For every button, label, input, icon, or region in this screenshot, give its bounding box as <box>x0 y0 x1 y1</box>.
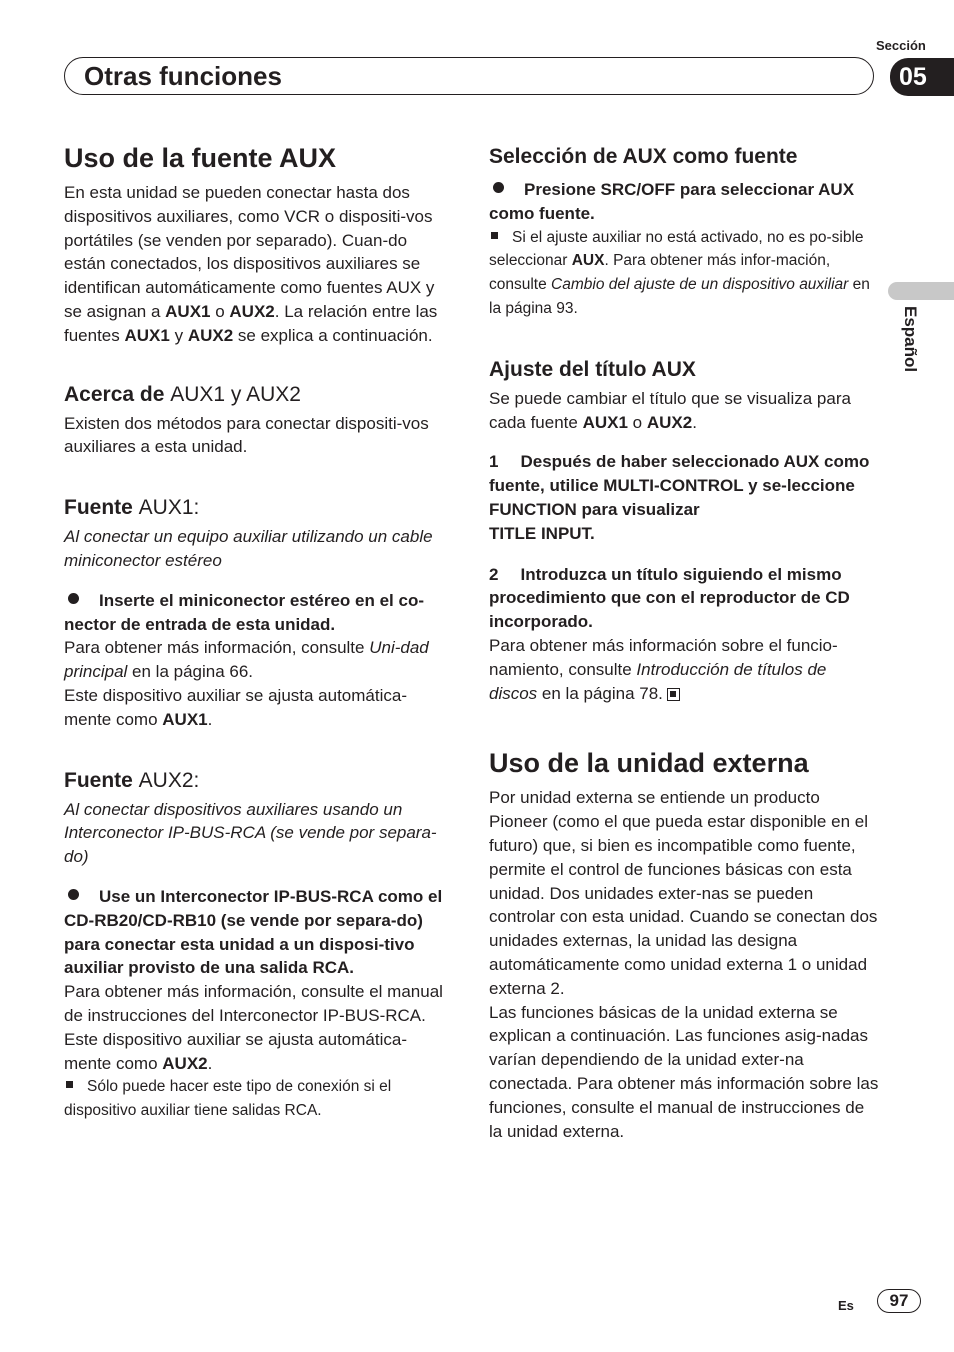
heading-fuente-aux1: Fuente AUX1: <box>64 496 200 520</box>
end-of-section-icon <box>667 688 680 701</box>
fuente1-subtitle: Al conectar un equipo auxiliar utilizando un cable miniconector estéreo <box>64 527 433 570</box>
step2-more-info: Para obtener más información sobre el funcio-namiento, consulte Introducción de títulos de discos en la página 78. <box>489 635 838 703</box>
section-label: Sección <box>876 38 926 53</box>
heading-unidad-externa: Uso de la unidad externa <box>489 748 809 779</box>
seleccion-step: Presione SRC/OFF para seleccionar AUX como fuente. <box>489 180 855 223</box>
bullet-icon <box>493 182 504 193</box>
footer-language-code: Es <box>838 1298 854 1313</box>
right-column <box>489 144 879 1143</box>
language-label: Español <box>901 306 920 373</box>
heading-fuente-aux2: Fuente AUX2: <box>64 768 200 792</box>
left-column <box>64 142 452 1123</box>
intro-paragraph: En esta unidad se pueden conectar hasta dos dispositivos auxiliares, como VCR o dispositi-vos portátiles (se venden por separado). Cuan-do están conectados, los dispositivos auxiliares se identifican automáticamente como fuentes AUX y se asignan a AUX1 o AUX2. La relación entre las fuentes AUX1 y AUX2 se explica a continuación. <box>64 183 438 345</box>
fuente2-subtitle: Al conectar dispositivos auxiliares usando un Interconector IP-BUS-RCA (se vende por separa-do) <box>64 799 437 867</box>
section-number-badge: 05 <box>890 58 954 96</box>
externa-paragraph-2: Las funciones básicas de la unidad externa se explican a continuación. Las funciones asig-nadas varían dependiendo de la unidad exter-na conectada. Para obtener más información sobre las funciones, consulte el manual de instrucciones de la unidad externa. <box>489 1002 879 1141</box>
step-1: 1 Después de haber seleccionado AUX como fuente, utilice MULTI-CONTROL y se-leccione FUNCTION para visualizar TITLE INPUT. <box>489 452 870 543</box>
language-tab <box>888 282 954 300</box>
bullet-icon <box>68 593 79 604</box>
fuente1-step: Inserte el miniconector estéreo en el co-nector de entrada de esta unidad. <box>64 590 425 634</box>
seleccion-note: Si el ajuste auxiliar no está activado, no es po-sible seleccionar AUX. Para obtener más infor-mación, consulte Cambio del ajuste de un dispositivo auxiliar en la página 93. <box>489 228 870 317</box>
page-number: 97 <box>877 1289 921 1313</box>
fuente1-auto: Este dispositivo auxiliar se ajusta automática-mente como AUX1. <box>64 685 407 729</box>
ajuste-paragraph: Se puede cambiar el título que se visualiza para cada fuente AUX1 o AUX2. <box>489 388 851 432</box>
fuente2-step: Use un Interconector IP-BUS-RCA como el CD-RB20/CD-RB10 (se vende por separa-do) para conectar esta unidad a un disposi-tivo auxiliar provisto de una salida RCA. <box>64 886 443 978</box>
chapter-title: Otras funciones <box>84 61 282 91</box>
step-2: 2 Introduzca un título siguiendo el mismo procedimiento que con el reproductor de CD incorporado. <box>489 564 850 632</box>
heading-seleccion: Selección de AUX como fuente <box>489 145 798 168</box>
note-square-icon <box>491 232 498 239</box>
fuente2-more-info: Para obtener más información, consulte el manual de instrucciones del Interconector IP-BUS-RCA. <box>64 982 443 1025</box>
heading-uso-aux: Uso de la fuente AUX <box>64 143 337 173</box>
externa-paragraph-1: Por unidad externa se entiende un producto Pioneer (como el que pueda estar disponible en el futuro) que, si bien es incompatible como fuente, permite el control de funciones básicas con esta unidad. Dos unidades exter-nas se pueden controlar con esta unidad. Cuando se conectan dos unidades externas, la unidad las designa automáticamente como unidad externa 1 o unidad externa 2. <box>489 788 878 998</box>
fuente1-more-info: Para obtener más información, consulte Uni-dad principal en la página 66. <box>64 638 429 682</box>
fuente2-note: Sólo puede hacer este tipo de conexión si el dispositivo auxiliar tiene salidas RCA. <box>64 1078 392 1120</box>
fuente2-auto: Este dispositivo auxiliar se ajusta automática-mente como AUX2. <box>64 1029 407 1073</box>
heading-acerca: Acerca de AUX1 y AUX2 <box>64 382 301 406</box>
bullet-icon <box>68 889 79 900</box>
note-square-icon <box>66 1081 73 1088</box>
acerca-paragraph: Existen dos métodos para conectar dispositi-vos auxiliares a esta unidad. <box>64 413 429 457</box>
heading-ajuste: Ajuste del título AUX <box>489 357 696 381</box>
